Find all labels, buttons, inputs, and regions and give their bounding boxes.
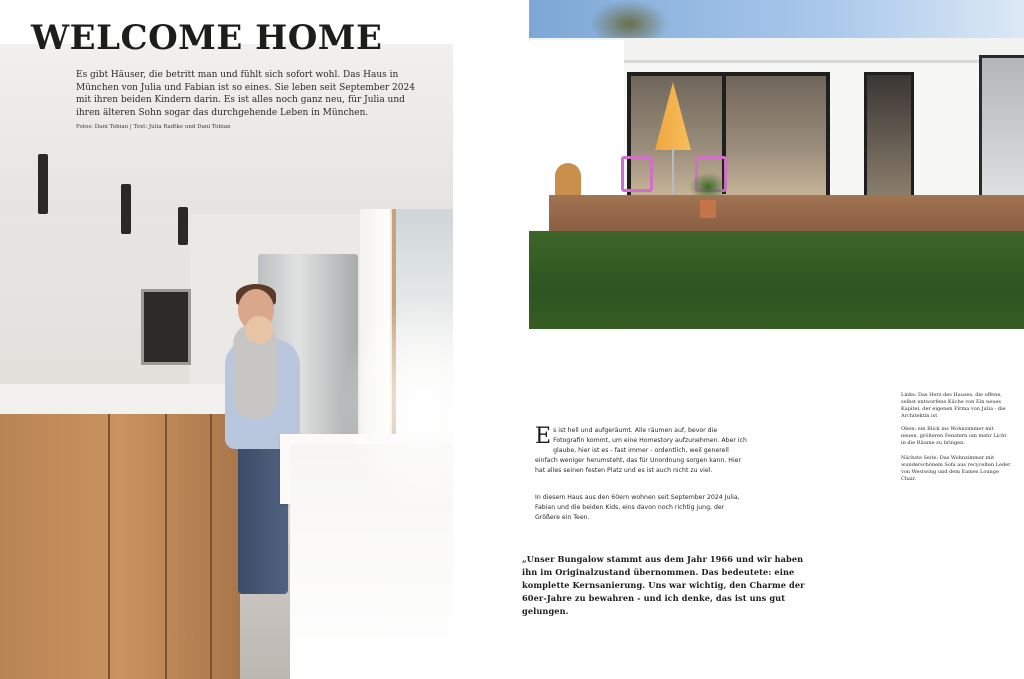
wood-cabinets (0, 414, 240, 679)
kitchen-photo (0, 44, 453, 679)
photo-credits: Fotos: Dani Tobian | Text: Julia Radtke und Dani Tobian (76, 124, 231, 130)
cabinet-divider (108, 414, 110, 679)
pink-chair (621, 156, 653, 192)
wall-niche (555, 163, 581, 197)
sliding-glass-door (627, 72, 830, 202)
caption-next-page: Nächste Seite: Das Wohnzimmer mit wunderschönem Sofa aus recycelten Leder von Westwing und dem Eames Lounge Chair. (901, 455, 1011, 482)
body-paragraph-1 (535, 426, 747, 476)
body-paragraph-1-text: s ist hell und aufgeräumt. Alle räumen auf, bevor die Fotografin kommt, um eine Homestory aufzunehmen. Aber ich glaube, hier ist es - fast immer - ordentlich, weil generell einfach weniger herumsteht, das für Unordnung sorgen kann. Hier hat alles seinen festen Platz und es ist auch nicht zu viel. (535, 427, 747, 474)
wooden-deck (549, 195, 1024, 231)
drop-cap: E (535, 424, 552, 449)
plant-pot (700, 200, 716, 218)
body-paragraph-2: In diesem Haus aus den 60ern wohnen seit September 2024 Julia, Fabian und die beiden Kids, eins davon noch richtig jung, der Größere ein Teen. (535, 494, 740, 521)
light-glow (340, 294, 453, 514)
caption-left: Links: Das Herz des Hauses, die offene, selbst entworfene Küche von Ein neues Kapitel, der eigenen Firma von Julia - die Architektin ist (901, 392, 1006, 419)
page-title: WELCOME HOME (31, 18, 383, 58)
pendant-lamp (121, 184, 131, 234)
intro-text: Es gibt Häuser, die betritt man und fühlt sich sofort wohl. Das Haus in München von Julia und Fabian ist so eines. Sie leben seit September 2024 mit ihren beiden Kindern darin. Es ist alles noch ganz neu, für Julia und ihren älteren Sohn sogar das durchgehende Leben in München. (76, 70, 415, 118)
pendant-lamp (178, 207, 188, 245)
lawn (529, 231, 1024, 329)
pull-quote: „Unser Bungalow stammt aus dem Jahr 1966 und wir haben ihn im Originalzustand übernommen. Das bedeutete: eine komplette Kernsanierung. Uns war wichtig, den Charme der 60er-Jahre zu bewahren - und ich denke, das ist uns gut gelungen. (522, 554, 805, 616)
patio-photo (529, 0, 1024, 329)
glass-door (864, 72, 914, 198)
countertop (0, 384, 240, 414)
tree (589, 0, 669, 40)
cabinet-divider (165, 414, 167, 679)
glass-window (979, 55, 1024, 216)
pendant-lamp (38, 154, 48, 214)
caption-top: Oben: ein Blick ins Wohnzimmer mit neuen, größeren Fenstern um mehr Licht in die Räume zu bringen. (901, 426, 1007, 446)
cabinet-divider (210, 414, 212, 679)
baby-head (245, 316, 273, 344)
oven (141, 289, 191, 365)
